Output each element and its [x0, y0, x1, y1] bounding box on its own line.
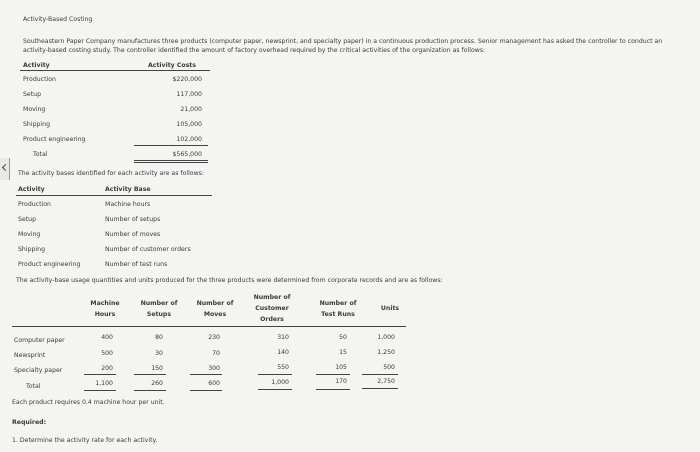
base-row-activity: Moving: [18, 231, 41, 238]
usage-cell: 500: [101, 350, 113, 357]
cost-row-activity: Setup: [23, 91, 42, 98]
usage-header-machine-hours: [82, 298, 128, 320]
usage-total-cell: 600: [208, 380, 220, 387]
total-double-rule: [258, 389, 292, 390]
cost-row-value: 21,000: [180, 106, 202, 113]
cost-row-value: $220,000: [172, 76, 202, 83]
usage-header-units: [370, 303, 410, 314]
header-line: Number of: [253, 294, 291, 301]
usage-header-moves: [190, 298, 240, 320]
usage-total-cell: 260: [151, 380, 163, 387]
cost-row-activity: Product engineering: [23, 136, 86, 143]
usage-row-product: Computer paper: [14, 337, 65, 344]
collapse-panel-arrow-icon[interactable]: [0, 158, 10, 180]
base-row-base: Number of test runs: [105, 261, 168, 268]
usage-cell: 15: [339, 349, 347, 356]
header-line: Customer: [255, 305, 289, 312]
base-table-header-activity: Activity: [18, 186, 45, 193]
cost-row-activity: Production: [23, 76, 56, 83]
machine-hour-note: Each product requires 0.4 machine hour per unit.: [12, 399, 165, 406]
usage-total-label: Total: [26, 383, 41, 390]
total-rule: [84, 374, 116, 375]
usage-total-cell: 170: [335, 378, 347, 385]
usage-row-product: Specialty paper: [14, 367, 63, 374]
page-title: Activity-Based Costing: [23, 16, 93, 23]
required-label: Required:: [12, 419, 47, 426]
usage-cell: 310: [277, 334, 289, 341]
usage-header-customer-orders: [246, 292, 298, 325]
header-line: Units: [380, 305, 400, 312]
base-row-base: Machine hours: [105, 201, 151, 208]
usage-cell: 200: [101, 365, 113, 372]
cost-total-label: Total: [33, 151, 48, 158]
usage-cell: 50: [339, 334, 347, 341]
usage-header-test-runs: [310, 298, 366, 320]
header-line: Orders: [260, 316, 284, 323]
base-row-base: Number of customer orders: [105, 246, 191, 253]
usage-cell: 500: [383, 364, 395, 371]
cost-table-header-rule: [20, 70, 210, 71]
usage-cell: 105: [335, 364, 347, 371]
header-line: Number of: [196, 300, 234, 307]
total-rule: [190, 374, 222, 375]
cost-total-rule: [134, 145, 208, 146]
base-table-header-rule: [16, 195, 212, 196]
total-double-rule: [134, 390, 166, 391]
usage-total-cell: 1,100: [95, 380, 113, 387]
usage-total-cell: 1,000: [271, 379, 289, 386]
usage-total-cell: 2,750: [377, 378, 395, 385]
usage-cell: 230: [208, 334, 220, 341]
cost-row-value: 117,000: [176, 91, 202, 98]
usage-cell: 80: [155, 334, 163, 341]
bases-intro: The activity bases identified for each activity are as follows:: [18, 170, 204, 177]
cost-total-value: $565,000: [172, 151, 202, 158]
usage-cell: 1,000: [377, 334, 395, 341]
header-line: Test Runs: [321, 311, 355, 318]
usage-header-rule: [12, 326, 406, 327]
base-table-header-base: Activity Base: [105, 186, 151, 193]
base-row-base: Number of setups: [105, 216, 161, 223]
total-rule: [316, 374, 350, 375]
base-row-activity: Shipping: [18, 246, 45, 253]
usage-cell: 400: [101, 334, 113, 341]
base-row-activity: Setup: [18, 216, 37, 223]
header-line: Moves: [203, 311, 227, 318]
cost-row-activity: Shipping: [23, 121, 50, 128]
total-double-rule: [190, 390, 222, 391]
usage-cell: 150: [151, 365, 163, 372]
usage-intro: The activity-base usage quantities and units produced for the three products were determined from corporate records and are as follows:: [16, 277, 443, 284]
usage-cell: 30: [155, 350, 163, 357]
usage-cell: 70: [212, 350, 220, 357]
header-line: Number of: [140, 300, 178, 307]
usage-cell: 1,250: [377, 349, 395, 356]
total-double-rule: [316, 389, 350, 390]
cost-row-value: 105,000: [176, 121, 202, 128]
usage-cell: 300: [208, 365, 220, 372]
header-line: Number of: [319, 300, 357, 307]
intro-line-1: Southeastern Paper Company manufactures three products (computer paper, newsprint, and specialty paper) in a continuous production process. Senior management has asked the controller to conduct an: [23, 38, 663, 45]
cost-table-header-activity: Activity: [23, 62, 50, 69]
cost-row-activity: Moving: [23, 106, 46, 113]
total-double-rule: [84, 390, 116, 391]
usage-header-setups: [135, 298, 183, 320]
usage-cell: 550: [277, 364, 289, 371]
base-row-activity: Product engineering: [18, 261, 81, 268]
cost-total-double-rule-1: [134, 160, 208, 161]
cost-total-double-rule-2: [134, 162, 208, 163]
usage-row-product: Newsprint: [14, 352, 46, 359]
question-1: 1. Determine the activity rate for each activity.: [12, 437, 158, 444]
cost-row-value: 102,000: [176, 136, 202, 143]
total-rule: [362, 374, 398, 375]
total-double-rule: [362, 388, 398, 389]
intro-line-2: activity-based costing study. The controller identified the amount of factory overhead required by the critical activities of the organization as follows:: [23, 47, 486, 54]
header-line: Hours: [94, 311, 116, 318]
total-rule: [258, 374, 292, 375]
usage-cell: 140: [277, 349, 289, 356]
base-row-activity: Production: [18, 201, 51, 208]
base-row-base: Number of moves: [105, 231, 161, 238]
cost-table-header-costs: Activity Costs: [148, 62, 196, 69]
header-line: Machine: [90, 300, 120, 307]
total-rule: [134, 374, 166, 375]
header-line: Setups: [146, 311, 172, 318]
